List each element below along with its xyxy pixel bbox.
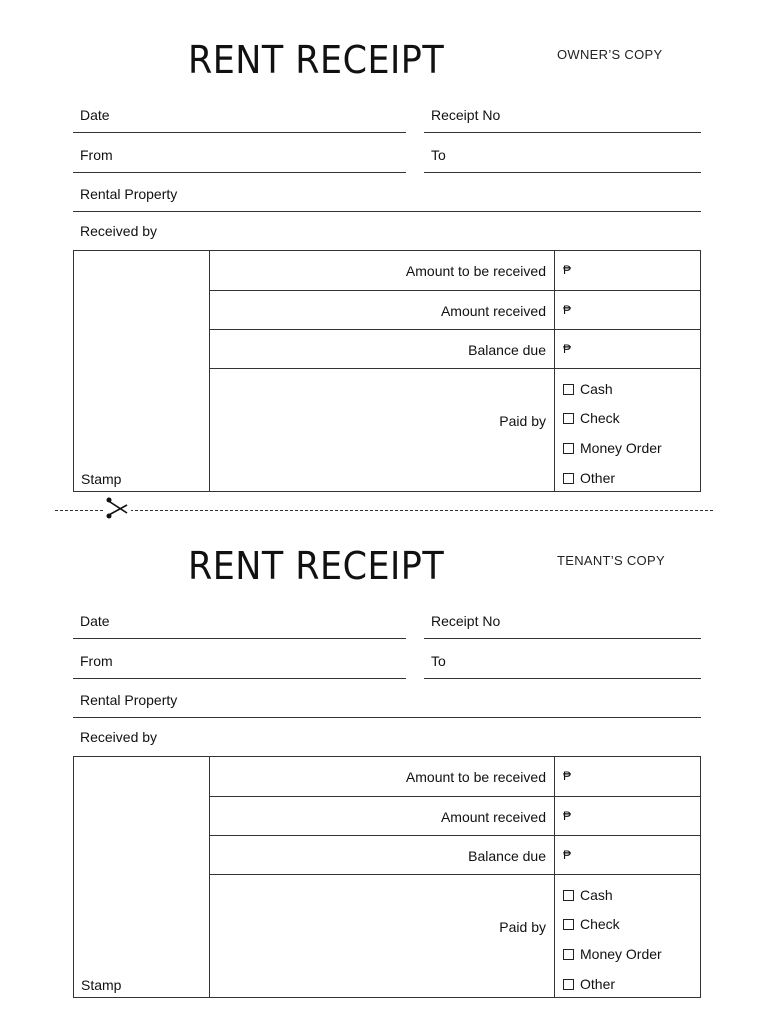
- receipt-title: RENT RECEIPT: [188, 38, 445, 82]
- copy-label: TENANT’S COPY: [557, 553, 665, 568]
- checkbox-icon[interactable]: [563, 413, 574, 424]
- date-field[interactable]: [73, 93, 406, 133]
- check-option[interactable]: [563, 916, 620, 932]
- receipt-no-field[interactable]: [424, 93, 701, 133]
- receipt-no-field[interactable]: [424, 599, 701, 639]
- stamp-area[interactable]: [74, 251, 210, 491]
- other-option[interactable]: [563, 470, 615, 486]
- checkbox-icon[interactable]: [563, 979, 574, 990]
- amount-received-label: Amount received: [440, 303, 546, 319]
- payment-table: [73, 250, 701, 492]
- amount-received-value[interactable]: [554, 797, 700, 835]
- cash-label: Cash: [580, 887, 613, 903]
- tenant-receipt: [0, 506, 768, 1006]
- payment-table: [73, 756, 701, 998]
- from-field[interactable]: [73, 133, 406, 173]
- balance-due-label: Balance due: [468, 342, 546, 358]
- balance-due-label: Balance due: [468, 848, 546, 864]
- peso-sign: ₱: [563, 848, 572, 862]
- peso-sign: ₱: [563, 303, 572, 317]
- peso-sign: ₱: [563, 342, 572, 356]
- checkbox-icon[interactable]: [563, 384, 574, 395]
- amount-to-be-received-row: [210, 757, 700, 797]
- rental-property-field[interactable]: [73, 172, 701, 212]
- to-field[interactable]: [424, 639, 701, 679]
- peso-sign: ₱: [563, 809, 572, 823]
- money-order-label: Money Order: [580, 440, 662, 456]
- check-option[interactable]: [563, 410, 620, 426]
- date-field[interactable]: [73, 599, 406, 639]
- paid-by-label: Paid by: [499, 919, 546, 935]
- from-field[interactable]: [73, 639, 406, 679]
- other-option[interactable]: [563, 976, 615, 992]
- other-label: Other: [580, 470, 616, 486]
- check-label: Check: [580, 916, 620, 932]
- amount-received-row: [210, 291, 700, 330]
- peso-sign: ₱: [563, 263, 572, 277]
- amount-to-be-received-value[interactable]: [554, 251, 700, 290]
- checkbox-icon[interactable]: [563, 473, 574, 484]
- cash-option[interactable]: [563, 381, 613, 397]
- stamp-area[interactable]: [74, 757, 210, 997]
- received-by-label: Received by: [80, 729, 158, 745]
- checkbox-icon[interactable]: [563, 890, 574, 901]
- balance-due-row: [210, 836, 700, 875]
- money-order-option[interactable]: [563, 440, 662, 456]
- copy-label: OWNER’S COPY: [557, 47, 663, 62]
- amount-received-label: Amount received: [440, 809, 546, 825]
- date-label: Date: [80, 107, 110, 123]
- cash-option[interactable]: [563, 887, 613, 903]
- payment-options: [554, 875, 700, 997]
- money-order-label: Money Order: [580, 946, 662, 962]
- to-label: To: [431, 147, 446, 163]
- from-label: From: [80, 653, 113, 669]
- amount-to-be-received-label: Amount to be received: [405, 263, 546, 279]
- rental-property-field[interactable]: [73, 678, 701, 718]
- checkbox-icon[interactable]: [563, 919, 574, 930]
- to-field[interactable]: [424, 133, 701, 173]
- receipt-no-label: Receipt No: [431, 107, 501, 123]
- owner-receipt: [0, 0, 768, 500]
- paid-by-label: Paid by: [499, 413, 546, 429]
- to-label: To: [431, 653, 446, 669]
- amount-to-be-received-row: [210, 251, 700, 291]
- paid-by-row: [210, 875, 700, 997]
- other-label: Other: [580, 976, 616, 992]
- money-order-option[interactable]: [563, 946, 662, 962]
- receipt-no-label: Receipt No: [431, 613, 501, 629]
- from-label: From: [80, 147, 113, 163]
- cash-label: Cash: [580, 381, 613, 397]
- stamp-label: Stamp: [81, 977, 122, 993]
- amount-to-be-received-label: Amount to be received: [405, 769, 546, 785]
- received-by-label: Received by: [80, 223, 158, 239]
- check-label: Check: [580, 410, 620, 426]
- balance-due-value[interactable]: [554, 836, 700, 874]
- amount-received-value[interactable]: [554, 291, 700, 329]
- rental-property-label: Rental Property: [80, 692, 178, 708]
- peso-sign: ₱: [563, 769, 572, 783]
- checkbox-icon[interactable]: [563, 949, 574, 960]
- amount-to-be-received-value[interactable]: [554, 757, 700, 796]
- amount-received-row: [210, 797, 700, 836]
- date-label: Date: [80, 613, 110, 629]
- balance-due-row: [210, 330, 700, 369]
- receipt-title: RENT RECEIPT: [188, 544, 445, 588]
- stamp-label: Stamp: [81, 471, 122, 487]
- paid-by-row: [210, 369, 700, 491]
- rental-property-label: Rental Property: [80, 186, 178, 202]
- payment-options: [554, 369, 700, 491]
- checkbox-icon[interactable]: [563, 443, 574, 454]
- balance-due-value[interactable]: [554, 330, 700, 368]
